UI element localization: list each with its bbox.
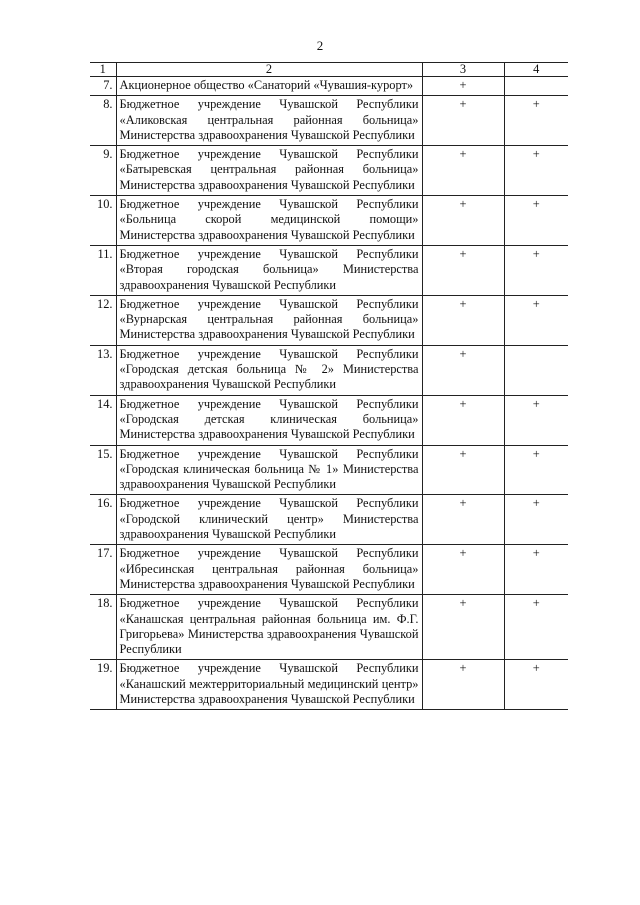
column-header-2: 2	[116, 63, 422, 77]
column-3-mark: +	[422, 77, 504, 96]
row-number: 12.	[90, 295, 116, 345]
table-row	[90, 245, 568, 295]
column-3-mark: +	[422, 96, 504, 146]
table-row	[90, 445, 568, 495]
column-3-mark: +	[422, 345, 504, 395]
column-header-4: 4	[504, 63, 568, 77]
column-3-mark: +	[422, 660, 504, 710]
institutions-table	[90, 62, 568, 710]
table-row	[90, 545, 568, 595]
column-3-mark: +	[422, 595, 504, 660]
row-number: 8.	[90, 96, 116, 146]
row-number: 10.	[90, 196, 116, 246]
institution-name: Бюджетное учреждение Чувашской Республики «Больница скорой медицинской помощи» Министерства здравоохранения Чувашской Республики	[116, 196, 422, 246]
row-number: 18.	[90, 595, 116, 660]
column-3-mark: +	[422, 495, 504, 545]
column-4-mark: +	[504, 595, 568, 660]
row-number: 13.	[90, 345, 116, 395]
column-4-mark: +	[504, 395, 568, 445]
table-row	[90, 196, 568, 246]
institution-name: Бюджетное учреждение Чувашской Республики «Вторая городская больница» Министерства здравоохранения Чувашской Республики	[116, 245, 422, 295]
institution-name: Бюджетное учреждение Чувашской Республики «Городской клинический центр» Министерства здравоохранения Чувашской Республики	[116, 495, 422, 545]
table-row	[90, 146, 568, 196]
column-3-mark: +	[422, 146, 504, 196]
column-4-mark: +	[504, 545, 568, 595]
column-3-mark: +	[422, 245, 504, 295]
row-number: 17.	[90, 545, 116, 595]
column-3-mark: +	[422, 545, 504, 595]
table-row	[90, 295, 568, 345]
institution-name: Бюджетное учреждение Чувашской Республики «Городская детская больница № 2» Министерства здравоохранения Чувашской Республики	[116, 345, 422, 395]
column-3-mark: +	[422, 196, 504, 246]
column-4-mark: +	[504, 196, 568, 246]
column-4-mark: +	[504, 245, 568, 295]
institution-name: Бюджетное учреждение Чувашской Республики «Городская детская клиническая больница» Министерства здравоохранения Чувашской Республики	[116, 395, 422, 445]
institution-name: Бюджетное учреждение Чувашской Республики «Городская клиническая больница № 1» Министерства здравоохранения Чувашской Республики	[116, 445, 422, 495]
institution-name: Акционерное общество «Санаторий «Чувашия-курорт»	[116, 77, 422, 96]
column-3-mark: +	[422, 445, 504, 495]
row-number: 11.	[90, 245, 116, 295]
column-3-mark: +	[422, 395, 504, 445]
institution-name: Бюджетное учреждение Чувашской Республики «Канашская центральная районная больница им. Ф.Г. Григорьева» Министерства здравоохранения Чувашской Республики	[116, 595, 422, 660]
column-4-mark: +	[504, 96, 568, 146]
column-header-3: 3	[422, 63, 504, 77]
page-number: 2	[316, 38, 324, 53]
table-row	[90, 660, 568, 710]
table-row	[90, 395, 568, 445]
institution-name: Бюджетное учреждение Чувашской Республики «Вурнарская центральная районная больница» Министерства здравоохранения Чувашской Республики	[116, 295, 422, 345]
institution-name: Бюджетное учреждение Чувашской Республики «Батыревская центральная районная больница» Министерства здравоохранения Чувашской Республики	[116, 146, 422, 196]
institution-name: Бюджетное учреждение Чувашской Республики «Канашский межтерриториальный медицинский центр» Министерства здравоохранения Чувашской Республики	[116, 660, 422, 710]
institution-name: Бюджетное учреждение Чувашской Республики «Ибресинская центральная районная больница» Министерства здравоохранения Чувашской Республики	[116, 545, 422, 595]
column-4-mark: +	[504, 495, 568, 545]
table-row	[90, 96, 568, 146]
row-number: 16.	[90, 495, 116, 545]
column-3-mark: +	[422, 295, 504, 345]
table-row	[90, 595, 568, 660]
column-4-mark: +	[504, 445, 568, 495]
table-header-row	[90, 63, 568, 77]
column-4-mark	[504, 77, 568, 96]
row-number: 7.	[90, 77, 116, 96]
row-number: 9.	[90, 146, 116, 196]
row-number: 19.	[90, 660, 116, 710]
column-4-mark: +	[504, 146, 568, 196]
table-row	[90, 345, 568, 395]
row-number: 14.	[90, 395, 116, 445]
table-row	[90, 77, 568, 96]
institution-name: Бюджетное учреждение Чувашской Республики «Аликовская центральная районная больница» Министерства здравоохранения Чувашской Республики	[116, 96, 422, 146]
row-number: 15.	[90, 445, 116, 495]
column-4-mark	[504, 345, 568, 395]
column-4-mark: +	[504, 660, 568, 710]
table-row	[90, 495, 568, 545]
column-4-mark: +	[504, 295, 568, 345]
column-header-1: 1	[90, 63, 116, 77]
